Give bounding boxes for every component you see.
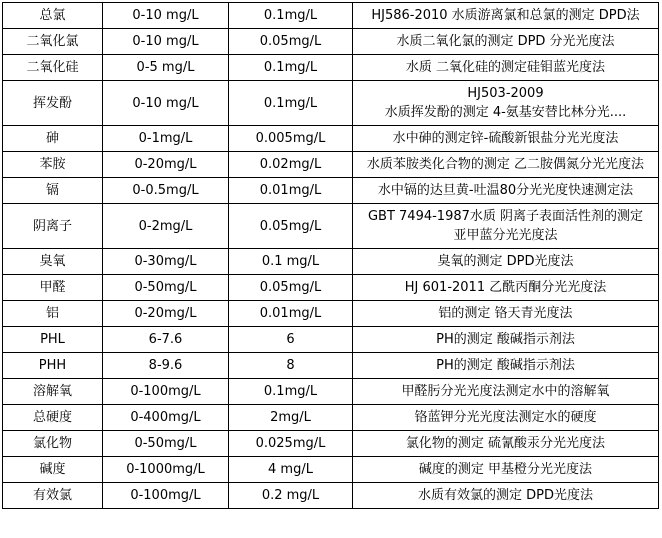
test-method-line: 甲醛肟分光光度法测定水中的溶解氧 <box>401 384 610 399</box>
test-method-cell <box>353 275 659 301</box>
test-method-cell <box>353 353 659 379</box>
resolution-cell: 6 <box>229 327 353 353</box>
test-method-line: PH的测定 酸碱指示剂法 <box>436 332 575 347</box>
parameter-name-cell: 铝 <box>3 301 103 327</box>
test-method-cell <box>353 379 659 405</box>
test-method-cell <box>353 126 659 152</box>
table-row <box>3 152 659 178</box>
parameter-name-cell: 氯化物 <box>3 431 103 457</box>
resolution-cell: 8 <box>229 353 353 379</box>
measurement-range-cell: 0-20mg/L <box>103 301 229 327</box>
resolution-cell: 2mg/L <box>229 405 353 431</box>
measurement-range-cell: 0-10 mg/L <box>103 29 229 55</box>
test-method-line: 臭氧的测定 DPD光度法 <box>437 254 574 269</box>
resolution-cell: 0.05mg/L <box>229 275 353 301</box>
resolution-cell: 0.025mg/L <box>229 431 353 457</box>
test-method-line: 水中砷的测定锌-硫酸新银盐分光光度法 <box>392 131 619 146</box>
table-row <box>3 353 659 379</box>
test-method-cell <box>353 327 659 353</box>
parameter-name-cell: 苯胺 <box>3 152 103 178</box>
measurement-range-cell: 0-2mg/L <box>103 204 229 249</box>
test-method-line: HJ 601-2011 乙酰丙酮分光光度法 <box>404 280 607 295</box>
table-row <box>3 405 659 431</box>
spec-table-body <box>3 3 659 509</box>
table-row <box>3 379 659 405</box>
measurement-range-cell: 0-100mg/L <box>103 483 229 509</box>
measurement-range-cell: 0-400mg/L <box>103 405 229 431</box>
measurement-range-cell: 0-100mg/L <box>103 379 229 405</box>
test-method-cell <box>353 249 659 275</box>
table-row <box>3 431 659 457</box>
table-row <box>3 327 659 353</box>
parameter-name-cell: 阴离子 <box>3 204 103 249</box>
test-method-cell <box>353 29 659 55</box>
test-method-line: 碱度的测定 甲基橙分光光度法 <box>418 462 593 477</box>
table-row <box>3 178 659 204</box>
resolution-cell: 0.01mg/L <box>229 301 353 327</box>
parameter-name-cell: 有效氯 <box>3 483 103 509</box>
table-row <box>3 29 659 55</box>
table-row <box>3 249 659 275</box>
resolution-cell: 0.1 mg/L <box>229 249 353 275</box>
test-method-line: 水中镉的达旦黄-吐温80分光光度快速测定法 <box>377 183 634 198</box>
resolution-cell: 0.01mg/L <box>229 178 353 204</box>
resolution-cell: 0.2 mg/L <box>229 483 353 509</box>
parameter-name-cell: 二氧化硅 <box>3 55 103 81</box>
table-row <box>3 126 659 152</box>
measurement-range-cell: 0-20mg/L <box>103 152 229 178</box>
test-method-cell <box>353 204 659 249</box>
table-row <box>3 483 659 509</box>
table-row <box>3 55 659 81</box>
parameter-name-cell: 甲醛 <box>3 275 103 301</box>
resolution-cell: 0.1mg/L <box>229 379 353 405</box>
test-method-line: 氯化物的测定 硫氰酸汞分光光度法 <box>405 436 606 451</box>
table-row <box>3 457 659 483</box>
parameter-name-cell: 碱度 <box>3 457 103 483</box>
parameter-name-cell: 镉 <box>3 178 103 204</box>
resolution-cell: 0.02mg/L <box>229 152 353 178</box>
test-method-line: 水质 二氧化硅的测定硅钼蓝光度法 <box>405 60 606 75</box>
parameter-name-cell: 总硬度 <box>3 405 103 431</box>
test-method-line: 亚甲蓝分光光度法 <box>453 228 558 243</box>
measurement-range-cell: 8-9.6 <box>103 353 229 379</box>
resolution-cell: 0.1mg/L <box>229 81 353 126</box>
measurement-range-cell: 0-50mg/L <box>103 431 229 457</box>
measurement-range-cell: 0-10 mg/L <box>103 81 229 126</box>
test-method-cell <box>353 178 659 204</box>
test-method-cell <box>353 3 659 29</box>
test-method-line: 水质苯胺类化合物的测定 乙二胺偶氮分光光度法 <box>366 157 645 172</box>
resolution-cell: 0.1mg/L <box>229 55 353 81</box>
parameter-name-cell: 砷 <box>3 126 103 152</box>
measurement-range-cell: 0-30mg/L <box>103 249 229 275</box>
test-method-cell <box>353 81 659 126</box>
parameter-name-cell: 臭氧 <box>3 249 103 275</box>
resolution-cell: 0.05mg/L <box>229 29 353 55</box>
test-method-line: 水质挥发酚的测定 4-氨基安替比林分光.... <box>384 105 627 120</box>
test-method-line: 水质有效氯的测定 DPD光度法 <box>418 488 593 503</box>
parameter-name-cell: 挥发酚 <box>3 81 103 126</box>
measurement-range-cell: 0-0.5mg/L <box>103 178 229 204</box>
test-method-cell <box>353 152 659 178</box>
measurement-range-cell: 0-5 mg/L <box>103 55 229 81</box>
resolution-cell: 0.005mg/L <box>229 126 353 152</box>
parameter-name-cell: 二氧化氯 <box>3 29 103 55</box>
test-method-cell <box>353 55 659 81</box>
resolution-cell: 0.1mg/L <box>229 3 353 29</box>
measurement-range-cell: 0-1mg/L <box>103 126 229 152</box>
table-row <box>3 204 659 249</box>
test-method-line: 铝的测定 铬天青光度法 <box>438 306 573 321</box>
test-method-line: 水质二氧化氯的测定 DPD 分光光度法 <box>396 34 615 49</box>
test-method-line: GBT 7494-1987水质 阴离子表面活性剂的测定 <box>367 209 644 224</box>
measurement-range-cell: 0-50mg/L <box>103 275 229 301</box>
test-method-line: 铬蓝钾分光光度法测定水的硬度 <box>414 410 597 425</box>
measurement-range-cell: 6-7.6 <box>103 327 229 353</box>
parameter-name-cell: 溶解氧 <box>3 379 103 405</box>
test-method-cell <box>353 405 659 431</box>
resolution-cell: 4 mg/L <box>229 457 353 483</box>
parameter-name-cell: PHL <box>3 327 103 353</box>
table-row <box>3 301 659 327</box>
test-method-cell <box>353 483 659 509</box>
table-row <box>3 3 659 29</box>
measurement-range-cell: 0-1000mg/L <box>103 457 229 483</box>
test-method-line: PH的测定 酸碱指示剂法 <box>436 358 575 373</box>
measurement-range-cell: 0-10 mg/L <box>103 3 229 29</box>
parameter-name-cell: PHH <box>3 353 103 379</box>
test-method-line: HJ503-2009 <box>467 86 544 101</box>
parameter-name-cell: 总氯 <box>3 3 103 29</box>
test-method-cell <box>353 457 659 483</box>
parameter-spec-table <box>2 2 659 509</box>
test-method-cell <box>353 301 659 327</box>
test-method-line: HJ586-2010 水质游离氯和总氯的测定 DPD法 <box>371 8 640 23</box>
test-method-cell <box>353 431 659 457</box>
table-row <box>3 81 659 126</box>
resolution-cell: 0.05mg/L <box>229 204 353 249</box>
table-row <box>3 275 659 301</box>
